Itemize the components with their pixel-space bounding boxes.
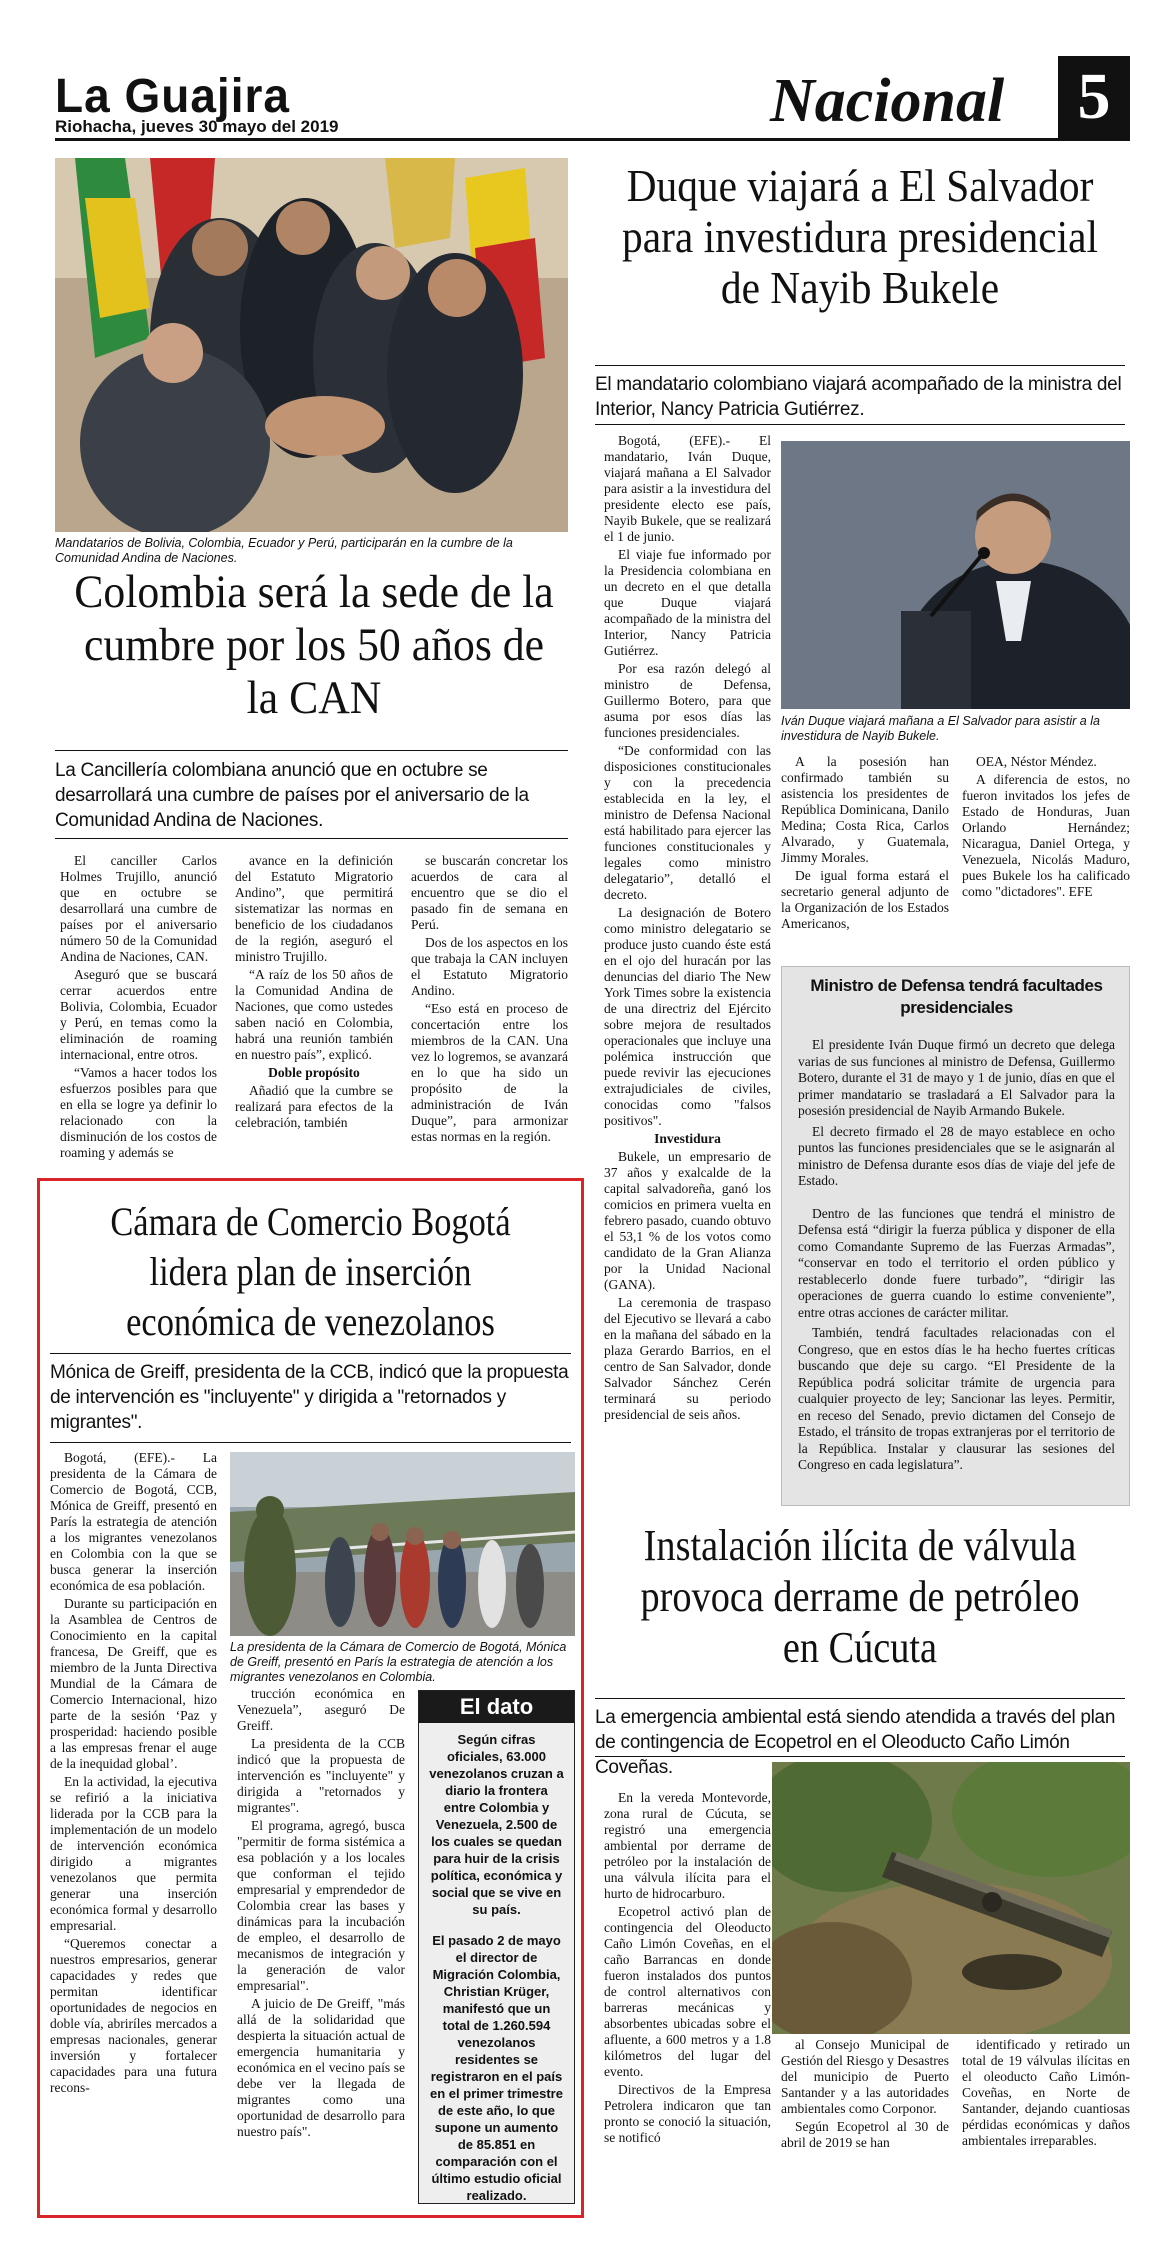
duque-deck-rule-bottom <box>595 424 1125 425</box>
defensa-paragraph: Dentro de las funciones que tendrá el ministro de Defensa está “dirigir la fuerza pública y disponer de ella como Comandante Supremo de las Fuerzas Armadas”, “conservar en todo el territorio el orden público y restablecerlo donde fuere turbado”, “dirigir las operaciones de guerra cuando lo estime conveniente”, entre otras acciones de carácter militar. <box>798 1205 1115 1320</box>
edition-date: Riohacha, jueves 30 mayo del 2019 <box>55 117 339 136</box>
can-column-1 <box>60 853 217 1193</box>
can-paragraph: se buscarán concretar los acuerdos de cara al encuentro que se dio el pasado fin de semana en Perú. <box>411 853 568 932</box>
duque-photo <box>781 441 1130 709</box>
duque-paragraph: La ceremonia de traspaso del Ejecutivo se llevará a cabo en la mañana del sábado en la plaza Gerardo Barrios, en el centro de San Salvador, donde Salvador Sánchez Cerén terminará su periodo presidencial de seis años. <box>604 1295 771 1422</box>
duque-subheading: Investidura <box>654 1131 721 1146</box>
can-deck: La Cancillería colombiana anunció que en octubre se desarrollará una cumbre de países por el aniversario de la Comunidad Andina de Naciones. <box>55 760 529 831</box>
ccb-paragraph: La presidenta de la CCB indicó que la propuesta de intervención es "incluyente" y dirigida a "retornados y migrantes". <box>237 1736 405 1815</box>
ccb-paragraph: A juicio de De Greiff, "más allá de la solidaridad que despierta la situación actual de emergencia humanitaria y económica en el vecino país se debe ver la llegada de migrantes como una oportunidad de desarrollo para nuestro país". <box>237 1996 405 2139</box>
duque-paragraph: Bukele, un empresario de 37 años y exalcalde de la capital salvadoreña, ganó los comicios en primera vuelta en febrero pasado, cuando obtuvo el 53,1 % de los votos como candidato de la Gran Alianza por la Unidad Nacional (GANA). <box>604 1149 771 1292</box>
ccb-migrants-photo <box>230 1452 575 1636</box>
can-paragraph: “Vamos a hacer todos los esfuerzos posibles para que en ella se logre ya definir lo relacionado con la disminución de los costos de roaming y además se <box>60 1065 217 1160</box>
duque-deck: El mandatario colombiano viajará acompañado de la ministra del Interior, Nancy Patricia Gutiérrez. <box>595 374 1122 420</box>
duque-paragraph: De igual forma estará el secretario general adjunto de la Organización de los Estados Americanos, <box>781 868 949 931</box>
valvula-paragraph: Ecopetrol activó plan de contingencia del Oleoducto Caño Limón Coveñas, en el caño Barrancas en donde fueron instalados dos puntos de control alternativos con barreras mecánicas y absorbentes ubicadas sobre el afluente, a 600 metros y a 1.8 kilómetros del lugar del evento. <box>604 1904 771 2079</box>
can-paragraph: avance en la definición del Estatuto Migratorio Andino”, que permitirá sistematizar las normas en beneficio de los ciudadanos de la región, aseguró el ministro Trujillo. <box>235 853 393 964</box>
duque-paragraph: A la posesión han confirmado también su asistencia los presidentes de República Dominicana, Danilo Medina; Costa Rica, Carlos Alvarado, y Guatemala, Jimmy Morales. <box>781 754 949 865</box>
duque-column-2 <box>781 754 949 974</box>
can-column-3 <box>411 853 568 1193</box>
ccb-paragraph: trucción económica en Venezuela”, aseguró De Greiff. <box>237 1686 405 1733</box>
valvula-deck-rule <box>595 1698 1125 1699</box>
duque-paragraph: A diferencia de estos, no fueron invitados los jefes de Estado de Honduras, Juan Orlando Hernández; Nicaragua, Daniel Ortega, y Venezuela, Nicolás Maduro, pues Bukele los ha calificado como "dictadores". EFE <box>962 772 1130 899</box>
can-deck-rule <box>55 750 568 751</box>
ccb-paragraph: Durante su participación en la Asamblea de Centros de Conocimiento en la capital francesa, De Greiff, que es miembro de la Junta Directiva Mundial de la Cámara de Comercio Internacional, hizo parte de la sesión ‘Paz y prosperidad: haciendo posible a las empresas frenar el auge de la inequidad global’. <box>50 1596 217 1771</box>
defensa-paragraph: El decreto firmado el 28 de mayo establece en ocho puntos las funciones presidenciales que se le asignarán al ministro de Defensa durante esos días de viaje del jefe de Estado. <box>798 1123 1115 1188</box>
defensa-paragraph: El presidente Iván Duque firmó un decreto que delega varias de sus funciones al ministro de Defensa, Guillermo Botero, durante el 31 de mayo y 1 de junio, días en que el primer mandatario se trasladará a El Salvador para la posesión presidencial de Nayib Armando Bukele. <box>798 1037 1115 1118</box>
valvula-pipeline-photo <box>772 1762 1130 2034</box>
duque-headline: Duque viajará a El Salvador para investidura presidencial de Nayib Bukele <box>622 160 1098 313</box>
valvula-deck-rule-bottom <box>595 1756 1125 1757</box>
duque-column-3 <box>962 754 1130 974</box>
can-subheading: Doble propósito <box>268 1065 360 1080</box>
valvula-paragraph: identificado y retirado un total de 19 válvulas ilícitas en el oleoducto Caño Limón-Coveñas, en Norte de Santander, dejando cuantiosas pérdidas económicas y daños ambientales irreparables. <box>962 2037 1130 2148</box>
duque-deck-rule <box>595 365 1125 366</box>
ccb-paragraph: Bogotá, (EFE).- La presidenta de la Cámara de Comercio de Bogotá, CCB, Mónica de Greiff, presentó en París la estrategia de atención a los migrantes venezolanos en Colombia con la que se busca generar la inserción económica de esa población. <box>50 1450 217 1593</box>
valvula-paragraph: Según Ecopetrol al 30 de abril de 2019 se han <box>781 2119 949 2150</box>
valvula-headline: Instalación ilícita de válvula provoca derrame de petróleo en Cúcuta <box>640 1521 1080 1672</box>
ccb-photo-caption: La presidenta de la Cámara de Comercio de Bogotá, Mónica de Greiff, presentó en París la estrategia de atención a los migrantes venezolanos en Colombia. <box>230 1640 567 1684</box>
duque-paragraph: Por esa razón delegó al ministro de Defensa, Guillermo Botero, para que asuma por esos días las funciones presidenciales. <box>604 661 771 740</box>
ccb-column-1 <box>50 1450 217 2210</box>
defensa-sidebar-body <box>798 1037 1115 1497</box>
valvula-paragraph: al Consejo Municipal de Gestión del Riesgo y Desastres del municipio de Puerto Santander y a las autoridades ambientales como Corponor. <box>781 2037 949 2116</box>
valvula-column-2 <box>781 2037 949 2217</box>
can-paragraph: El canciller Carlos Holmes Trujillo, anunció que en octubre se desarrollará una cumbre de países por el aniversario número 50 de la Comunidad Andina de Naciones, CAN. <box>60 853 217 964</box>
can-deck-rule-bottom <box>55 838 568 839</box>
valvula-column-1 <box>604 1790 771 2230</box>
duque-photo-caption: Iván Duque viajará mañana a El Salvador para asistir a la investidura de Nayib Bukele. <box>781 714 1100 743</box>
valvula-column-3 <box>962 2037 1130 2217</box>
duque-paragraph: El viaje fue informado por la Presidencia colombiana en un decreto en el que detalla que Duque viajará acompañado de la ministra del Interior, Nancy Patricia Gutiérrez. <box>604 547 771 658</box>
ccb-deck-rule <box>50 1353 571 1354</box>
valvula-paragraph: Directivos de la Empresa Petrolera indicaron que tan pronto se conoció la situación, se notificó <box>604 2082 771 2145</box>
el-dato-title: El dato <box>419 1691 574 1723</box>
can-paragraph: “A raíz de los 50 años de la Comunidad Andina de Naciones, que como ustedes saben nació en Colombia, habrá una reunión también en nuestro país”, explicó. <box>235 967 393 1062</box>
duque-paragraph: “De conformidad con las disposiciones constitucionales y con la precedencia establecida en la ley, el ministro de Defensa Nacional está habilitado para ejercer las funciones constitucionales y legales como ministro delegatario”, detalló el decreto. <box>604 743 771 902</box>
duque-paragraph: La designación de Botero como ministro delegatario se produce justo cuando éste está en el ojo del huracán por las denuncias del diario The New York Times sobre la existencia de una directriz del Ejército sobre mejora de resultados operacionales que incluye una polémica instrucción que puede revivir las ejecuciones extrajudiciales de civiles, conocidas como "falsos positivos". <box>604 905 771 1128</box>
defensa-sidebar-box <box>781 966 1130 1506</box>
el-dato-paragraph: Según cifras oficiales, 63.000 venezolanos cruzan a diario la frontera entre Colombia y Venezuela, 2.500 de los cuales se quedan para huir de la crisis política, económica y social que se vive en su país. <box>429 1732 564 1917</box>
can-photo-caption: Mandatarios de Bolivia, Colombia, Ecuador y Perú, participarán en la cumbre de la Comunidad Andina de Naciones. <box>55 536 513 565</box>
can-leaders-photo <box>55 158 568 532</box>
ccb-deck: Mónica de Greiff, presidenta de la CCB, indicó que la propuesta de intervención es "incluyente" y dirigida a "retornados y migrantes". <box>50 1362 569 1433</box>
defensa-paragraph: También, tendrá facultades relacionadas con el Congreso, que en estos días le ha hecho fuertes críticas buscando que deje su cargo. “El Presidente de la República podrá solicitar trámite de urgencia para cualquier proyecto de ley; Sancionar las leyes. Permitir, en receso del Senado, previo dictamen del Consejo de Estado, el tránsito de tropas extranjeras por el territorio de la República. Instalar y clausurar las sesiones del Congreso en cada legislatura”. <box>798 1325 1115 1472</box>
can-column-2 <box>235 853 393 1193</box>
can-headline: Colombia será la sede de la cumbre por los 50 años de la CAN <box>74 566 554 724</box>
ccb-deck-rule-bottom <box>50 1442 571 1443</box>
can-paragraph: Aseguró que se buscará cerrar acuerdos entre Bolivia, Colombia, Ecuador y Perú, en temas como la eliminación de roaming internacional, entre otros. <box>60 967 217 1062</box>
el-dato-box <box>418 1690 575 2204</box>
masthead-rule <box>55 138 1130 141</box>
page-number: 5 <box>1058 56 1130 138</box>
ccb-headline: Cámara de Comercio Bogotá lidera plan de inserción económica de venezolanos <box>110 1199 511 1344</box>
valvula-deck: La emergencia ambiental está siendo atendida a través del plan de contingencia de Ecopetrol en el Oleoducto Caño Limón Coveñas. <box>595 1707 1116 1778</box>
can-paragraph: Dos de los aspectos en los que trabaja la CAN incluyen el Estatuto Migratorio Andino. <box>411 935 568 998</box>
duque-column-1 <box>604 433 771 1528</box>
duque-paragraph: OEA, Néstor Méndez. <box>976 754 1097 769</box>
ccb-paragraph: “Queremos conectar a nuestros empresarios, generar capacidades y redes que permitan identificar oportunidades de negocios en doble vía, abriríles mercados a empresas nacionales, generar inversión y fortalecer capacidades para una futura recons- <box>50 1936 217 2095</box>
el-dato-paragraph: El pasado 2 de mayo el director de Migración Colombia, Christian Krüger, manifestó que un total de 1.260.594 venezolanos residentes se registraron en el país en el primer trimestre de este año, lo que supone un aumento de 85.851 en comparación con el último estudio oficial realizado. <box>430 1933 563 2203</box>
ccb-paragraph: El programa, agregó, busca "permitir de forma sistémica a esa población y a los locales que conforman el tejido empresarial y emprendedor de Colombia crear las bases y dinámicas para la incubación de empleo, el desarrollo de mecanismos de integración y la generación de valor empresarial". <box>237 1818 405 1993</box>
el-dato-body <box>419 1723 574 2226</box>
ccb-paragraph: En la actividad, la ejecutiva se refirió a la iniciativa liderada por la CCB para la implementación de un modelo de intervención económica dirigido a migrantes venezolanos que permita generar una inserción económica formal y desarrollo empresarial. <box>50 1774 217 1933</box>
can-paragraph: Añadió que la cumbre se realizará para efectos de la celebración, también <box>235 1083 393 1130</box>
section-title: Nacional <box>770 67 1005 135</box>
newspaper-brand: La Guajira <box>55 67 290 123</box>
valvula-paragraph: En la vereda Montevorde, zona rural de Cúcuta, se registró una emergencia ambiental por derrame de petróleo por la instalación de una válvula ilícita para el hurto de hidrocarburo. <box>604 1790 771 1901</box>
defensa-sidebar-title: Ministro de Defensa tendrá facultades presidenciales <box>810 976 1103 1017</box>
can-paragraph: “Eso está en proceso de concertación entre los miembros de la CAN. Una vez lo logremos, se avanzará en lo que ha sido un propósito de la administración de Iván Duque”, para armonizar estas normas en la región. <box>411 1001 568 1144</box>
duque-paragraph: Bogotá, (EFE).- El mandatario, Iván Duque, viajará mañana a El Salvador para asistir a la investidura del presidente electo ese país, Nayib Bukele, que se realizará el 1 de junio. <box>604 433 771 544</box>
ccb-column-2 <box>237 1686 405 2211</box>
